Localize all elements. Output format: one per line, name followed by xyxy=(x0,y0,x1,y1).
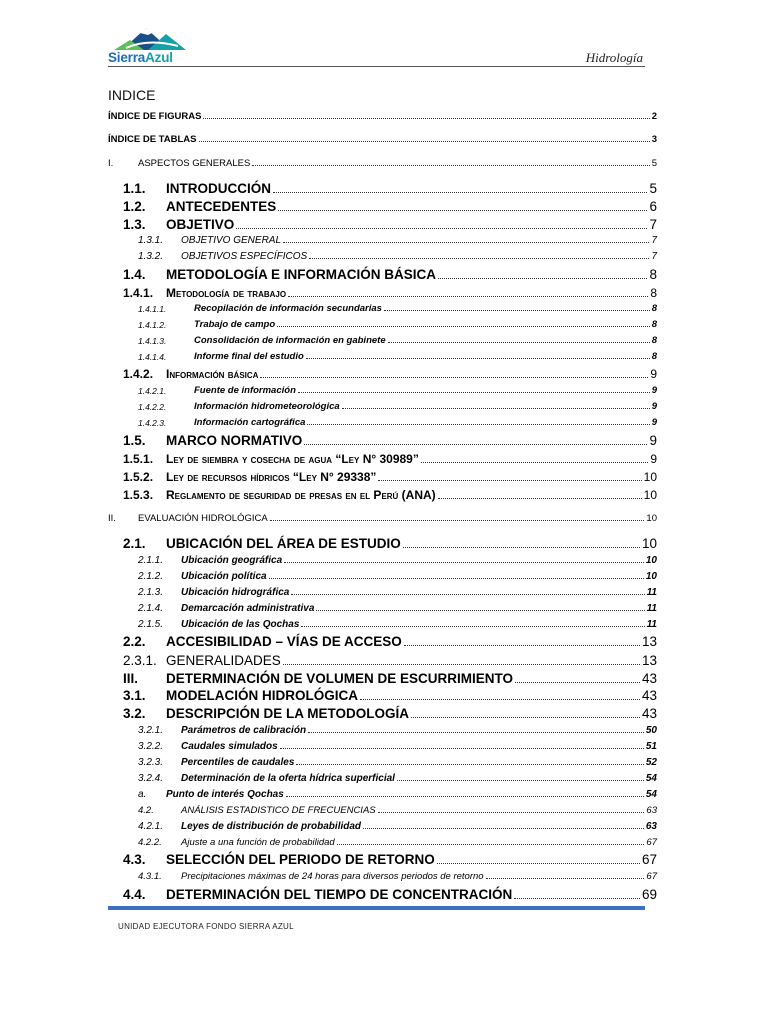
toc-entry[interactable] xyxy=(123,433,657,448)
toc-dot-leader xyxy=(301,626,644,627)
toc-dot-leader xyxy=(288,296,648,297)
toc-dot-leader xyxy=(298,392,650,393)
toc-entry-number: 2.1. xyxy=(123,536,146,551)
toc-dot-leader xyxy=(308,732,644,733)
toc-entry-number: II. xyxy=(108,513,116,524)
toc-entry[interactable] xyxy=(138,805,657,816)
toc-entry-number: 1.4.2.3. xyxy=(138,418,167,428)
toc-entry-number: III. xyxy=(123,671,139,686)
toc-dot-leader xyxy=(337,844,645,845)
toc-entry-page: 8 xyxy=(651,303,657,314)
toc-dot-leader xyxy=(273,192,647,193)
toc-entry-number: 2.1.1. xyxy=(138,555,164,566)
toc-entry-title: OBJETIVO xyxy=(166,217,235,232)
toc-entry-title: Información cartográfica xyxy=(194,417,306,428)
toc-entry-number: 1.3. xyxy=(123,217,146,232)
sierra-azul-logo xyxy=(108,22,218,68)
toc-entry-page: 63 xyxy=(646,805,657,816)
toc-entry[interactable] xyxy=(138,619,657,630)
toc-entry-title: DESCRIPCIÓN DE LA METODOLOGÍA xyxy=(166,706,410,721)
toc-entry-page: 52 xyxy=(645,757,657,768)
toc-entry-page: 54 xyxy=(645,773,657,784)
toc-dot-leader xyxy=(306,358,650,359)
toc-entry[interactable] xyxy=(123,181,657,196)
toc-entry-page: 8 xyxy=(651,335,657,346)
toc-entry-page: 8 xyxy=(651,351,657,362)
toc-entry-page: 7 xyxy=(651,251,657,262)
toc-entry-title: Información básica xyxy=(166,367,259,381)
toc-entry-title: Caudales simulados xyxy=(181,741,278,752)
toc-dot-leader xyxy=(397,780,644,781)
toc-entry[interactable] xyxy=(123,671,657,686)
toc-entry-title: OBJETIVOS ESPECÍFICOS xyxy=(181,251,308,262)
toc-entry-title: INTRODUCCIÓN xyxy=(166,181,271,196)
toc-dot-leader xyxy=(421,462,648,463)
toc-entry-number: 3.2.4. xyxy=(138,773,164,784)
toc-entry-title: EVALUACIÓN HIDROLÓGICA xyxy=(138,513,268,524)
toc-dot-leader xyxy=(411,717,640,718)
toc-entry[interactable] xyxy=(123,887,657,902)
toc-dot-leader xyxy=(284,562,644,563)
toc-entry-number: 4.3.1. xyxy=(138,871,162,882)
toc-entry-page: 43 xyxy=(641,688,657,703)
toc-entry-title: Reglamento de seguridad de presas en el Perú (ANA) xyxy=(166,488,436,502)
header-divider xyxy=(108,66,645,67)
toc-entry-number: 1.2. xyxy=(123,199,146,214)
toc-dot-leader xyxy=(203,118,649,119)
toc-entry[interactable] xyxy=(138,871,657,882)
toc-entry[interactable] xyxy=(138,821,657,832)
toc-entry-page: 43 xyxy=(641,671,657,686)
toc-entry-page: 8 xyxy=(651,319,657,330)
toc-entry[interactable] xyxy=(138,303,657,314)
toc-entry-title: MARCO NORMATIVO xyxy=(166,433,303,448)
toc-entry-page: 5 xyxy=(651,158,657,169)
toc-entry-title: Leyes de distribución de probabilidad xyxy=(181,821,362,832)
toc-entry[interactable] xyxy=(138,587,657,598)
toc-entry[interactable] xyxy=(138,757,657,768)
toc-entry-title: ANTECEDENTES xyxy=(166,199,277,214)
toc-entry-number: 1.5.3. xyxy=(123,488,154,502)
toc-entry[interactable] xyxy=(138,773,657,784)
toc-entry-number: 2.1.3. xyxy=(138,587,164,598)
toc-entry-page: 10 xyxy=(643,488,657,502)
toc-entry-title: MODELACIÓN HIDROLÓGICA xyxy=(166,688,358,703)
toc-entry-number: 1.3.2. xyxy=(138,251,164,262)
footer-divider xyxy=(108,906,645,910)
toc-entry[interactable] xyxy=(123,367,657,381)
toc-entry[interactable] xyxy=(123,634,657,649)
toc-dot-leader xyxy=(307,424,649,425)
toc-entry-page: 11 xyxy=(646,619,657,630)
toc-entry-title: Percentiles de caudales xyxy=(181,757,295,768)
toc-entry[interactable] xyxy=(138,385,657,396)
toc-entry-page: 43 xyxy=(641,706,657,721)
toc-entry-number: 1.4. xyxy=(123,267,146,282)
toc-entry-number: 1.4.1. xyxy=(123,286,154,300)
toc-dot-leader xyxy=(309,258,649,259)
toc-entry-number: 2.1.4. xyxy=(138,603,164,614)
toc-entry-number: ÍNDICE DE TABLAS xyxy=(108,134,197,145)
toc-entry-number: 3.2. xyxy=(123,706,146,721)
toc-entry[interactable] xyxy=(138,837,657,848)
toc-entry-page: 10 xyxy=(645,555,657,566)
toc-entry[interactable] xyxy=(123,267,657,282)
toc-entry-page: 9 xyxy=(649,433,657,448)
toc-entry[interactable] xyxy=(138,235,657,246)
toc-entry-title: GENERALIDADES xyxy=(166,653,281,668)
toc-entry-title: ANÁLISIS ESTADISTICO DE FRECUENCIAS xyxy=(181,805,376,816)
toc-entry-page: 63 xyxy=(645,821,657,832)
toc-entry-title: Ley de recursos hídricos “Ley N° 29338” xyxy=(166,470,377,484)
toc-dot-leader xyxy=(438,278,647,279)
footer-text: UNIDAD EJECUTORA FONDO SIERRA AZUL xyxy=(118,922,294,931)
toc-entry-number: 3.2.2. xyxy=(138,741,164,752)
toc-entry-number: 4.2.2. xyxy=(138,837,162,848)
toc-entry-page: 9 xyxy=(650,452,657,466)
toc-entry-number: 1.4.1.2. xyxy=(138,320,167,330)
logo-wordmark xyxy=(108,50,173,65)
toc-entry-number: 4.2. xyxy=(138,805,154,816)
toc-entry[interactable] xyxy=(138,555,657,566)
toc-dot-leader xyxy=(283,242,649,243)
toc-entry-title: DETERMINACIÓN DEL TIEMPO DE CONCENTRACIÓN xyxy=(166,887,513,902)
toc-entry-number: a. xyxy=(138,789,147,800)
toc-entry-page: 10 xyxy=(646,513,657,524)
toc-entry-title: Recopilación de información secundarias xyxy=(194,303,382,314)
toc-entry-title: Trabajo de campo xyxy=(194,319,276,330)
toc-entry[interactable] xyxy=(123,470,657,484)
toc-entry-title: UBICACIÓN DEL ÁREA DE ESTUDIO xyxy=(166,536,401,551)
toc-dot-leader xyxy=(515,682,640,683)
toc-entry[interactable] xyxy=(138,789,657,800)
toc-entry[interactable] xyxy=(138,401,657,412)
toc-dot-leader xyxy=(363,828,644,829)
toc-dot-leader xyxy=(316,610,644,611)
toc-dot-leader xyxy=(291,594,644,595)
toc-entry-page: 7 xyxy=(649,217,657,232)
toc-dot-leader xyxy=(384,310,650,311)
toc-entry[interactable] xyxy=(123,706,657,721)
toc-entry-page: 50 xyxy=(645,725,657,736)
toc-entry[interactable] xyxy=(123,688,657,703)
toc-entry-number: 1.5.1. xyxy=(123,452,154,466)
toc-entry-title: Parámetros de calibración xyxy=(181,725,307,736)
toc-entry-title: Información hidrometeorológica xyxy=(194,401,340,412)
toc-entry-title: Fuente de información xyxy=(194,385,296,396)
toc-entry-number: 2.3.1. xyxy=(123,653,157,668)
toc-entry-page: 10 xyxy=(643,470,657,484)
toc-entry-title: Consolidación de información en gabinete xyxy=(194,335,386,346)
toc-entry-number: 2.2. xyxy=(123,634,146,649)
toc-dot-leader xyxy=(286,796,644,797)
toc-entry-number: 1.4.2.2. xyxy=(138,402,167,412)
toc-entry-page: 8 xyxy=(649,267,657,282)
toc-entry-page: 9 xyxy=(650,367,657,381)
toc-entry-page: 7 xyxy=(651,235,657,246)
toc-entry[interactable] xyxy=(138,335,657,346)
toc-entry-page: 69 xyxy=(641,887,657,902)
toc-entry-title: Demarcación administrativa xyxy=(181,603,315,614)
toc-entry-title: ACCESIBILIDAD – VÍAS DE ACCESO xyxy=(166,634,402,649)
toc-entry-title: ASPECTOS GENERALES xyxy=(138,158,251,169)
toc-entry-page: 11 xyxy=(646,603,657,614)
toc-entry-page: 10 xyxy=(645,571,657,582)
toc-entry-page: 67 xyxy=(646,837,657,848)
toc-entry-title: OBJETIVO GENERAL xyxy=(181,235,282,246)
toc-entry-title: Ajuste a una función de probabilidad xyxy=(181,837,335,848)
toc-dot-leader xyxy=(278,210,647,211)
toc-entry-number: 1.4.1.4. xyxy=(138,352,167,362)
toc-entry-number: 2.1.5. xyxy=(138,619,164,630)
toc-dot-leader xyxy=(269,578,644,579)
toc-entry-number: 1.4.1.1. xyxy=(138,304,167,314)
toc-entry-title: SELECCIÓN DEL PERIODO DE RETORNO xyxy=(166,852,435,867)
toc-entry[interactable] xyxy=(138,351,657,362)
toc-dot-leader xyxy=(236,228,647,229)
toc-entry[interactable] xyxy=(138,417,657,428)
toc-dot-leader xyxy=(404,645,640,646)
toc-entry-page: 67 xyxy=(641,852,657,867)
mountain-logo-icon xyxy=(108,22,218,52)
toc-entry-title: DETERMINACIÓN DE VOLUMEN DE ESCURRIMIENTO xyxy=(166,671,514,686)
toc-entry-page: 2 xyxy=(651,111,657,122)
toc-dot-leader xyxy=(252,165,649,166)
toc-entry-page: 3 xyxy=(651,134,657,145)
toc-entry-page: 13 xyxy=(641,653,657,668)
toc-entry[interactable] xyxy=(108,513,657,524)
toc-entry-number: 4.3. xyxy=(123,852,146,867)
toc-entry-number: 3.1. xyxy=(123,688,146,703)
toc-entry-number: 1.1. xyxy=(123,181,146,196)
toc-entry-page: 67 xyxy=(646,871,657,882)
toc-entry-number: 1.4.1.3. xyxy=(138,336,167,346)
toc-entry-number: 1.5. xyxy=(123,433,146,448)
toc-entry-title: Informe final del estudio xyxy=(194,351,304,362)
toc-entry[interactable] xyxy=(138,603,657,614)
toc-entry-number: 1.4.2.1. xyxy=(138,386,167,396)
toc-entry-title: Ubicación geográfica xyxy=(181,555,283,566)
toc-entry[interactable] xyxy=(138,725,657,736)
toc-entry-number: 1.4.2. xyxy=(123,367,154,381)
logo-word-azul: Azul xyxy=(145,50,173,65)
toc-entry[interactable] xyxy=(123,852,657,867)
toc-entry-number: ÍNDICE DE FIGURAS xyxy=(108,111,202,122)
toc-entry[interactable] xyxy=(123,286,657,300)
toc-entry-page: 9 xyxy=(651,401,657,412)
toc-dot-leader xyxy=(260,377,648,378)
toc-entry-page: 6 xyxy=(649,199,657,214)
toc-dot-leader xyxy=(403,547,640,548)
toc-entry[interactable] xyxy=(123,217,657,232)
toc-entry-number: I. xyxy=(108,158,114,169)
toc-dot-leader xyxy=(342,408,650,409)
toc-entry[interactable] xyxy=(138,319,657,330)
toc-entry-title: Ubicación de las Qochas xyxy=(181,619,300,630)
toc-dot-leader xyxy=(270,520,645,521)
toc-entry-number: 3.2.1. xyxy=(138,725,164,736)
toc-entry-number: 4.2.1. xyxy=(138,821,164,832)
toc-entry-page: 8 xyxy=(650,286,657,300)
toc-entry-page: 9 xyxy=(651,385,657,396)
toc-dot-leader xyxy=(277,326,650,327)
toc-entry[interactable] xyxy=(108,134,657,145)
toc-entry[interactable] xyxy=(138,741,657,752)
toc-dot-leader xyxy=(378,812,645,813)
toc-entry-page: 54 xyxy=(645,789,657,800)
header-title: Hidrología xyxy=(585,50,643,65)
toc-dot-leader xyxy=(486,878,645,879)
toc-entry-title: Metodología de trabajo xyxy=(166,286,287,300)
toc-entry-page: 13 xyxy=(641,634,657,649)
toc-entry-number: 3.2.3. xyxy=(138,757,164,768)
toc-dot-leader xyxy=(378,480,641,481)
toc-dot-leader xyxy=(304,444,647,445)
toc-entry-title: Ubicación hidrográfica xyxy=(181,587,290,598)
toc-entry[interactable] xyxy=(138,571,657,582)
toc-entry-title: Punto de interés Qochas xyxy=(166,789,284,800)
toc-entry-page: 51 xyxy=(645,741,657,752)
toc-dot-leader xyxy=(388,342,650,343)
toc-entry-number: 4.4. xyxy=(123,887,146,902)
toc-entry-number: 1.5.2. xyxy=(123,470,154,484)
toc-entry[interactable] xyxy=(123,199,657,214)
toc-entry[interactable] xyxy=(108,158,657,169)
toc-entry-page: 10 xyxy=(641,536,657,551)
toc-dot-leader xyxy=(437,863,640,864)
toc-entry-number: 2.1.2. xyxy=(138,571,164,582)
toc-dot-leader xyxy=(280,748,644,749)
toc-entry-title: Precipitaciones máximas de 24 horas para diversos periodos de retorno xyxy=(181,871,484,882)
toc-entry[interactable] xyxy=(123,452,657,466)
toc-dot-leader xyxy=(514,898,640,899)
toc-entry-number: 1.3.1. xyxy=(138,235,164,246)
logo-word-sierra: Sierra xyxy=(108,50,146,65)
toc-entry-title: Determinación de la oferta hídrica superficial xyxy=(181,773,395,784)
toc-dot-leader xyxy=(360,699,640,700)
toc-entry-title: METODOLOGÍA E INFORMACIÓN BÁSICA xyxy=(166,267,436,282)
toc-entry[interactable] xyxy=(123,653,657,668)
toc-entry-title: Ubicación política xyxy=(181,571,267,582)
toc-dot-leader xyxy=(283,664,640,665)
toc-entry-page: 5 xyxy=(649,181,657,196)
toc-entry[interactable] xyxy=(123,536,657,551)
index-title: INDICE xyxy=(108,87,156,103)
toc-entry[interactable] xyxy=(108,111,657,122)
toc-dot-leader xyxy=(438,498,642,499)
toc-entry[interactable] xyxy=(138,251,657,262)
toc-entry-page: 11 xyxy=(646,587,657,598)
toc-entry-title: Ley de siembra y cosecha de agua “Ley N° 30989” xyxy=(166,452,419,466)
toc-dot-leader xyxy=(199,141,650,142)
toc-entry-page: 9 xyxy=(651,417,657,428)
toc-dot-leader xyxy=(296,764,643,765)
toc-entry[interactable] xyxy=(123,488,657,502)
